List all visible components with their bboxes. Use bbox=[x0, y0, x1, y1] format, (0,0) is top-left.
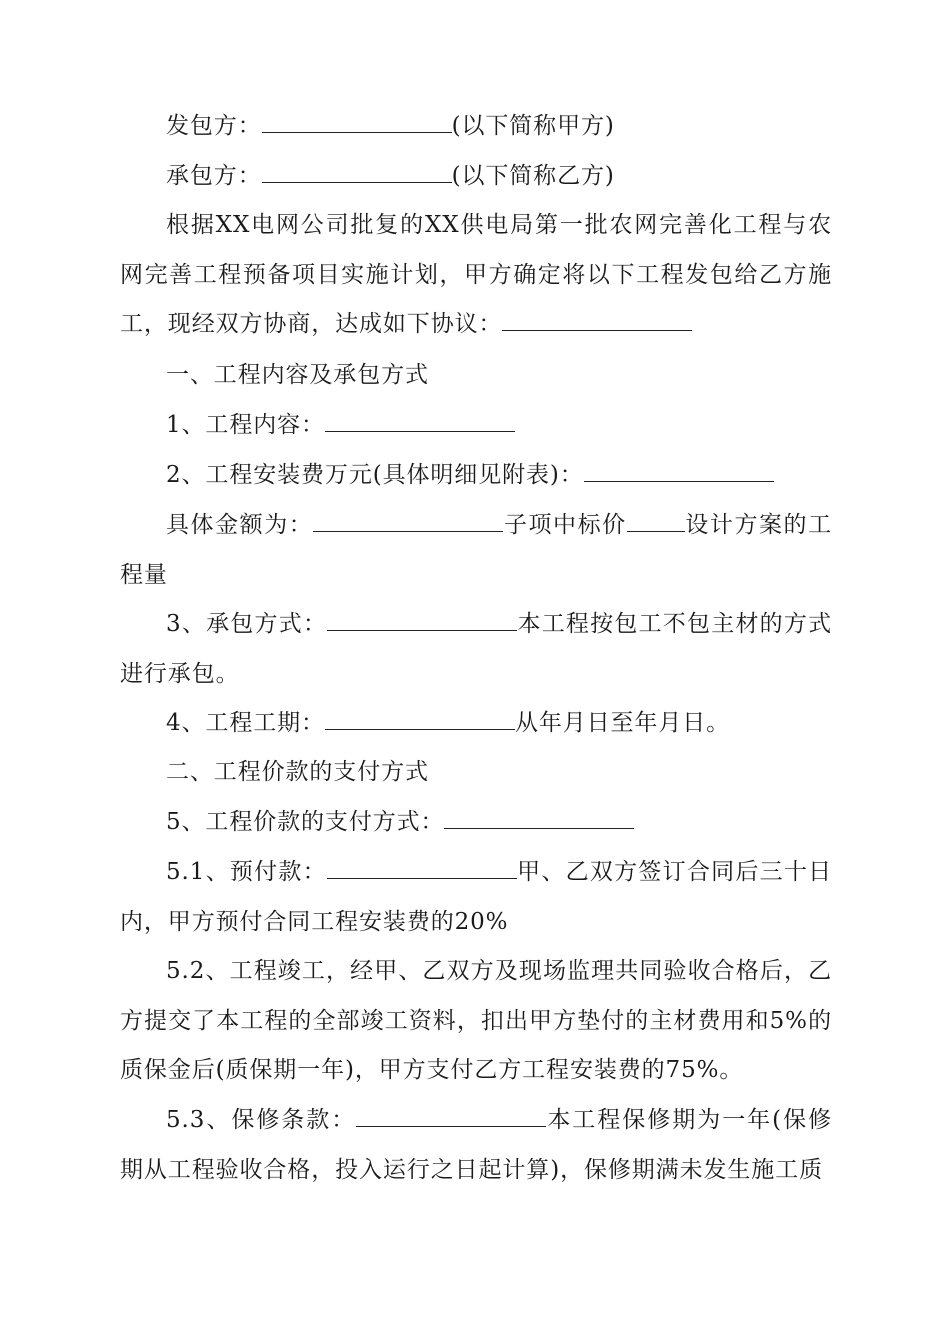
item-1-label: 1、工程内容： bbox=[166, 412, 325, 438]
item-5-3-blank bbox=[356, 1098, 546, 1127]
item-5-1-label: 5.1、预付款： bbox=[166, 859, 327, 885]
intro-blank bbox=[502, 302, 692, 331]
item-4-line bbox=[120, 699, 832, 749]
item-5-1-text: 甲、乙双方签订合同后三十日内，甲方预付合同工程安装费的20% bbox=[120, 859, 833, 935]
item-2-label: 2、工程安装费万元(具体明细见附表)： bbox=[166, 462, 584, 488]
item-3-label: 3、承包方式： bbox=[166, 611, 328, 637]
item-5-3-paragraph bbox=[120, 1096, 832, 1195]
amount-middle: 子项中标价 bbox=[503, 512, 627, 538]
intro-text: 根据XX电网公司批复的XX供电局第一批农网完善化工程与农网完善工程预备项目实施计划，甲方确定将以下工程发包给乙方施工，现经双方协商，达成如下协议： bbox=[120, 212, 832, 337]
item-5-2-text: 5.2、工程竣工，经甲、乙双方及现场监理共同验收合格后，乙方提交了本工程的全部竣工资料，扣出甲方垫付的主材费用和5%的质保金后(质保期一年)，甲方支付乙方工程安装费的75%。 bbox=[120, 958, 832, 1083]
amount-paragraph bbox=[120, 501, 832, 600]
item-4-blank bbox=[325, 701, 515, 730]
item-3-paragraph bbox=[120, 600, 832, 699]
item-3-blank bbox=[327, 602, 517, 631]
item-5-1-blank bbox=[327, 850, 517, 879]
section-2-title: 二、工程价款的支付方式 bbox=[166, 759, 429, 785]
party-b-note: (以下简称乙方) bbox=[451, 163, 615, 189]
item-4-label: 4、工程工期： bbox=[166, 710, 325, 736]
item-2-blank bbox=[584, 453, 774, 482]
item-5-blank bbox=[444, 800, 634, 829]
item-5-label: 5、工程价款的支付方式： bbox=[166, 809, 445, 835]
item-4-text: 从年月日至年月日。 bbox=[514, 710, 731, 736]
party-a-label: 发包方： bbox=[166, 113, 262, 139]
party-b-line bbox=[120, 152, 832, 202]
section-2-heading bbox=[120, 748, 832, 798]
item-5-1-paragraph bbox=[120, 848, 832, 947]
item-5-3-label: 5.3、保修条款： bbox=[166, 1107, 357, 1133]
item-1-line bbox=[120, 401, 832, 451]
amount-label: 具体金额为： bbox=[166, 512, 314, 538]
party-a-blank bbox=[262, 104, 452, 133]
item-5-3-text: 本工程保修期为一年(保修期从工程验收合格，投入运行之日起计算)，保修期满未发生施工质 bbox=[120, 1107, 832, 1183]
amount-blank bbox=[313, 503, 503, 532]
party-a-line bbox=[120, 102, 832, 152]
item-2-line bbox=[120, 451, 832, 501]
item-1-blank bbox=[325, 403, 515, 432]
intro-paragraph bbox=[120, 201, 832, 350]
party-b-label: 承包方： bbox=[166, 163, 262, 189]
item-3-text: 本工程按包工不包主材的方式进行承包。 bbox=[120, 611, 833, 687]
party-b-blank bbox=[262, 154, 452, 183]
amount-tail: 设计方案的工程量 bbox=[120, 512, 832, 588]
amount-short-blank bbox=[627, 503, 685, 532]
item-5-2-paragraph bbox=[120, 947, 832, 1096]
section-1-heading bbox=[120, 351, 832, 401]
item-5-line bbox=[120, 798, 832, 848]
party-a-note: (以下简称甲方) bbox=[451, 113, 615, 139]
section-1-title: 一、工程内容及承包方式 bbox=[166, 362, 429, 388]
